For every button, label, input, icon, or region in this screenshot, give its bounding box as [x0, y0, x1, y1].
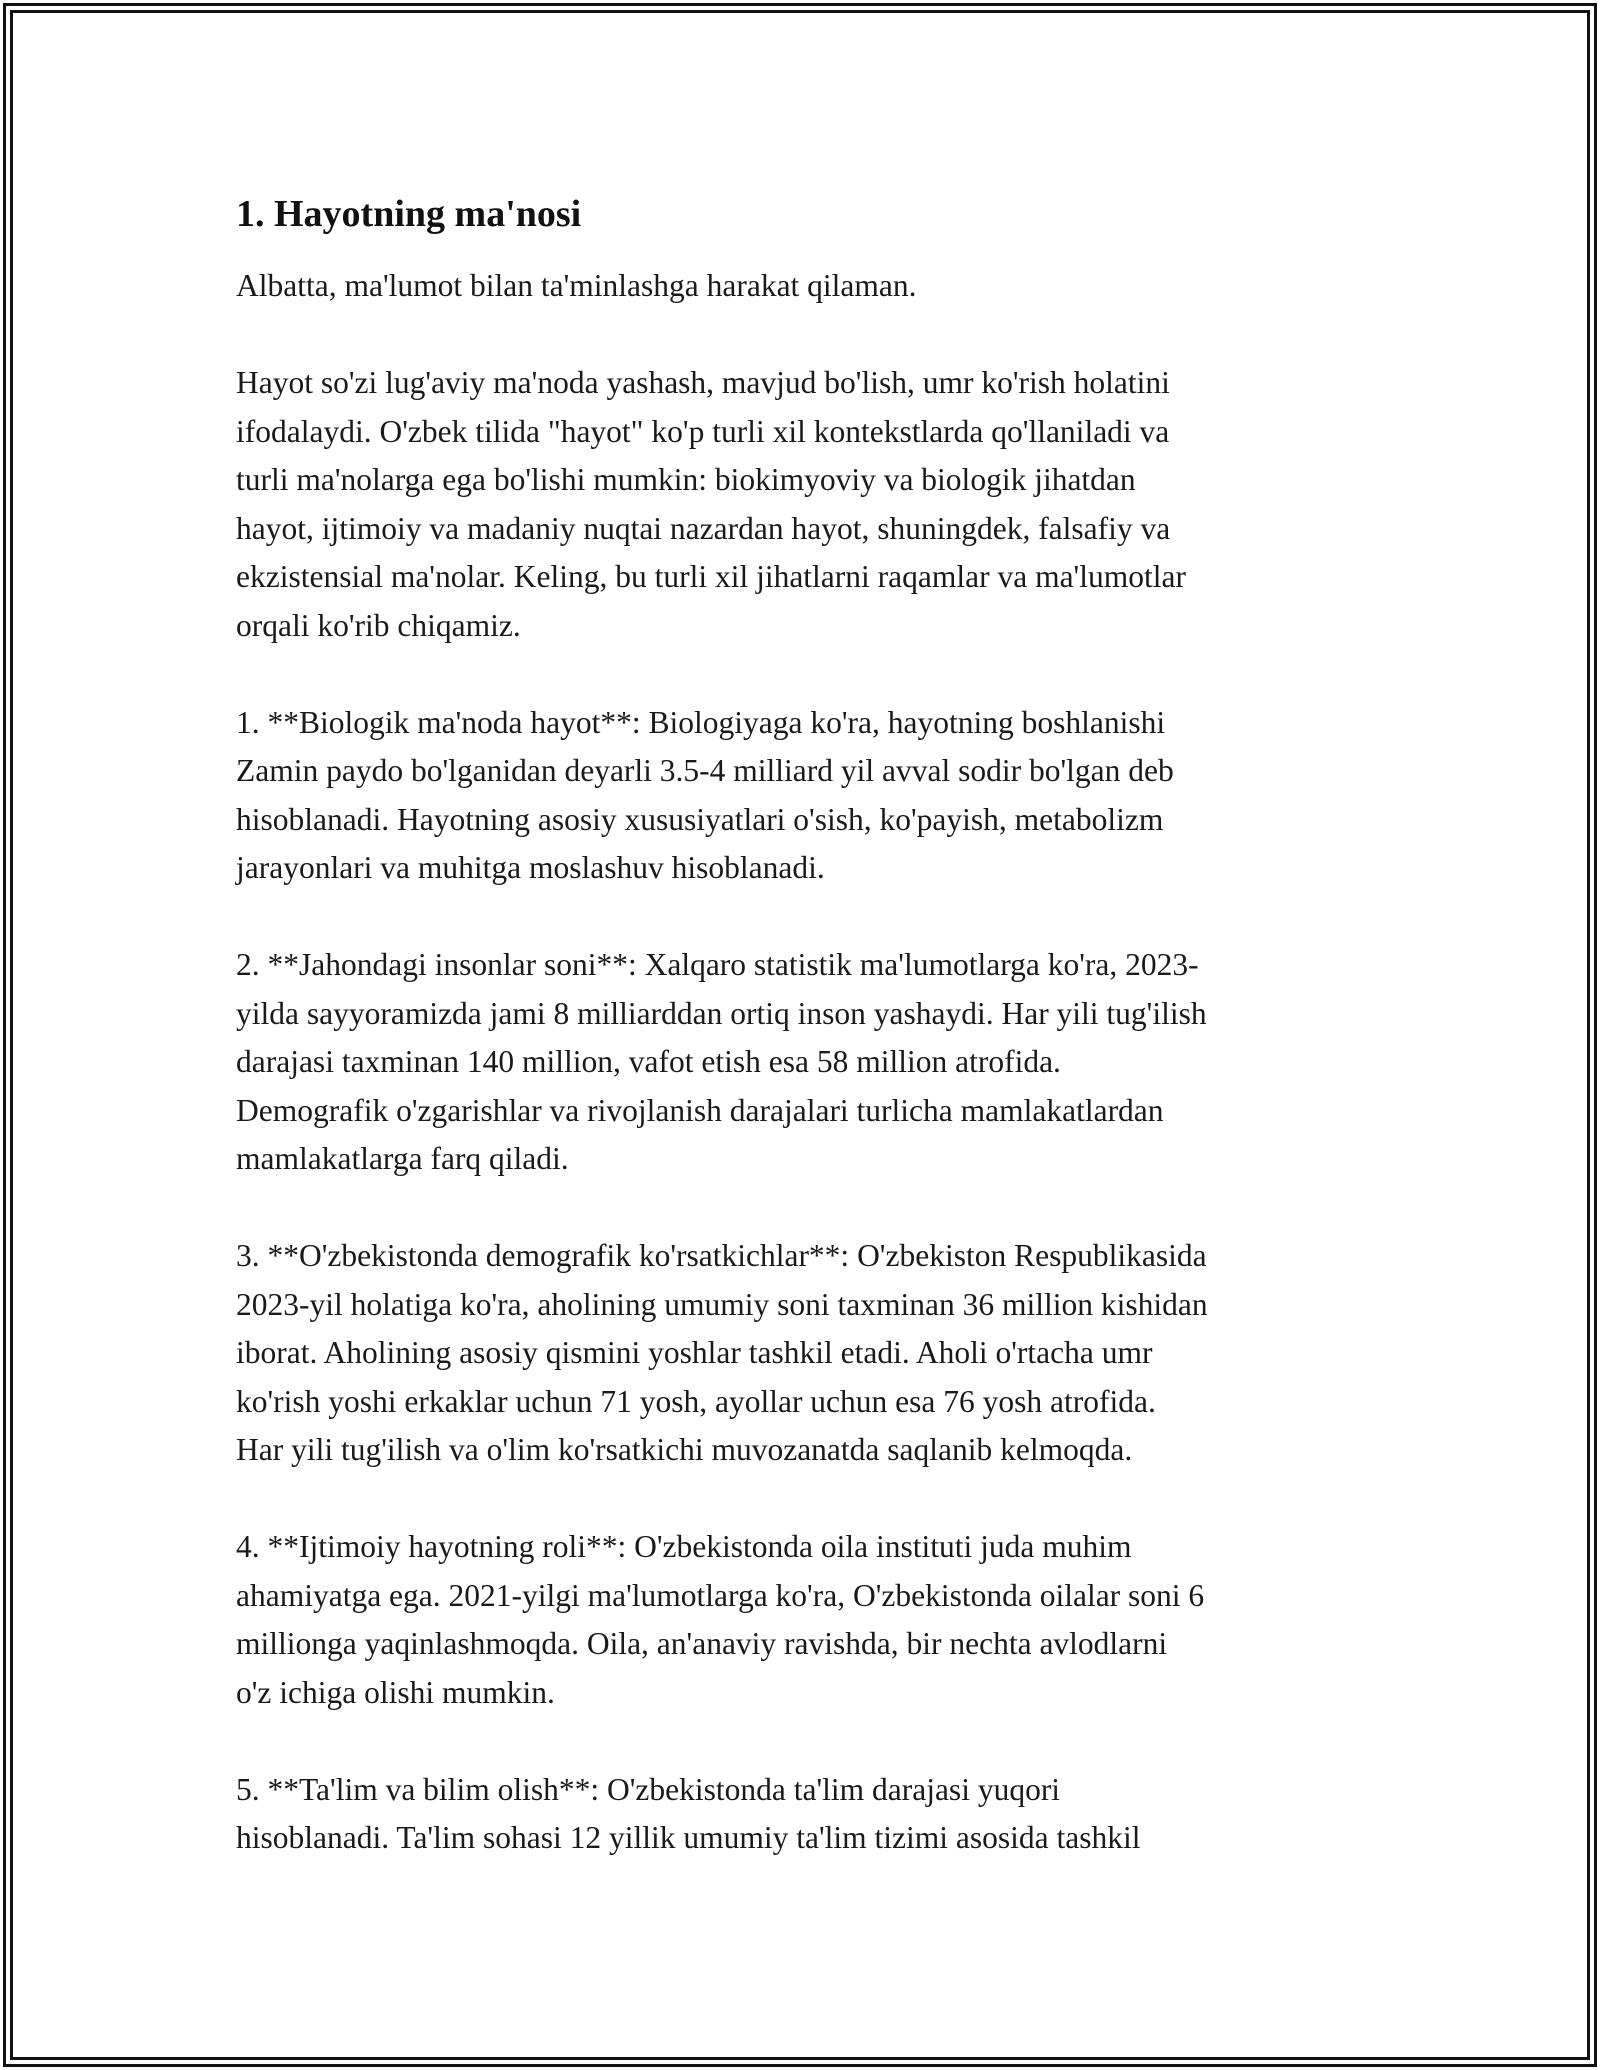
paragraph-ijtimoiy-hayot: 4. **Ijtimoiy hayotning roli**: O'zbekistonda oila instituti juda muhim ahamiyatga ega. 2021-yilgi ma'lumotlarga ko'ra, O'zbekistonda oilalar soni 6 millionga yaqinlashmoqda. Oila, an'anaviy ravishda, bir nechta avlodlarni o'z ichiga olishi mumkin. [236, 1529, 1205, 1710]
paragraph-ozbekiston-demografik: 3. **O'zbekistonda demografik ko'rsatkichlar**: O'zbekiston Respublikasida 2023-yil holatiga ko'ra, aholining umumiy soni taxminan 36 million kishidan iborat. Aholining asosiy qismini yoshlar tashkil etadi. Aholi o'rtacha umr ko'rish yoshi erkaklar uchun 71 yosh, ayollar uchun esa 76 yosh atrofida. Har yili tug'ilish va o'lim ko'rsatkichi muvozanatda saqlanib kelmoqda. [236, 1238, 1208, 1467]
document-body [236, 186, 1386, 1863]
intro-paragraph: Albatta, ma'lumot bilan ta'minlashga harakat qilaman. [236, 268, 917, 303]
paragraph-talim: 5. **Ta'lim va bilim olish**: O'zbekistonda ta'lim darajasi yuqori hisoblanadi. Ta'lim sohasi 12 yillik umumiy ta'lim tizimi asosida tashkil [236, 1771, 1141, 1855]
document-title: 1. Hayotning ma'nosi [236, 193, 582, 235]
paragraph-jahondagi-insonlar: 2. **Jahondagi insonlar soni**: Xalqaro statistik ma'lumotlarga ko'ra, 2023- yilda sayyoramizda jami 8 milliarddan ortiq inson yashaydi. Har yili tug'ilish darajasi taxminan 140 million, vafot etish esa 58 million atrofida. Demografik o'zgarishlar va rivojlanish darajalari turlicha mamlakatlardan mamlakatlarga farq qiladi. [236, 947, 1207, 1176]
paragraph-hayot-definition: Hayot so'zi lug'aviy ma'noda yashash, mavjud bo'lish, umr ko'rish holatini ifodalaydi. O'zbek tilida "hayot" ko'p turli xil kontekstlarda qo'llaniladi va turli ma'nolarga ega bo'lishi mumkin: biokimyoviy va biologik jihatdan hayot, ijtimoiy va madaniy nuqtai nazardan hayot, shuningdek, falsafiy va ekzistensial ma'nolar. Keling, bu turli xil jihatlarni raqamlar va ma'lumotlar orqali ko'rib chiqamiz. [236, 365, 1186, 643]
paragraph-biologik: 1. **Biologik ma'noda hayot**: Biologiyaga ko'ra, hayotning boshlanishi Zamin paydo bo'lganidan deyarli 3.5-4 milliard yil avval sodir bo'lgan deb hisoblanadi. Hayotning asosiy xususiyatlari o'sish, ko'payish, metabolizm jarayonlari va muhitga moslashuv hisoblanadi. [236, 704, 1174, 885]
